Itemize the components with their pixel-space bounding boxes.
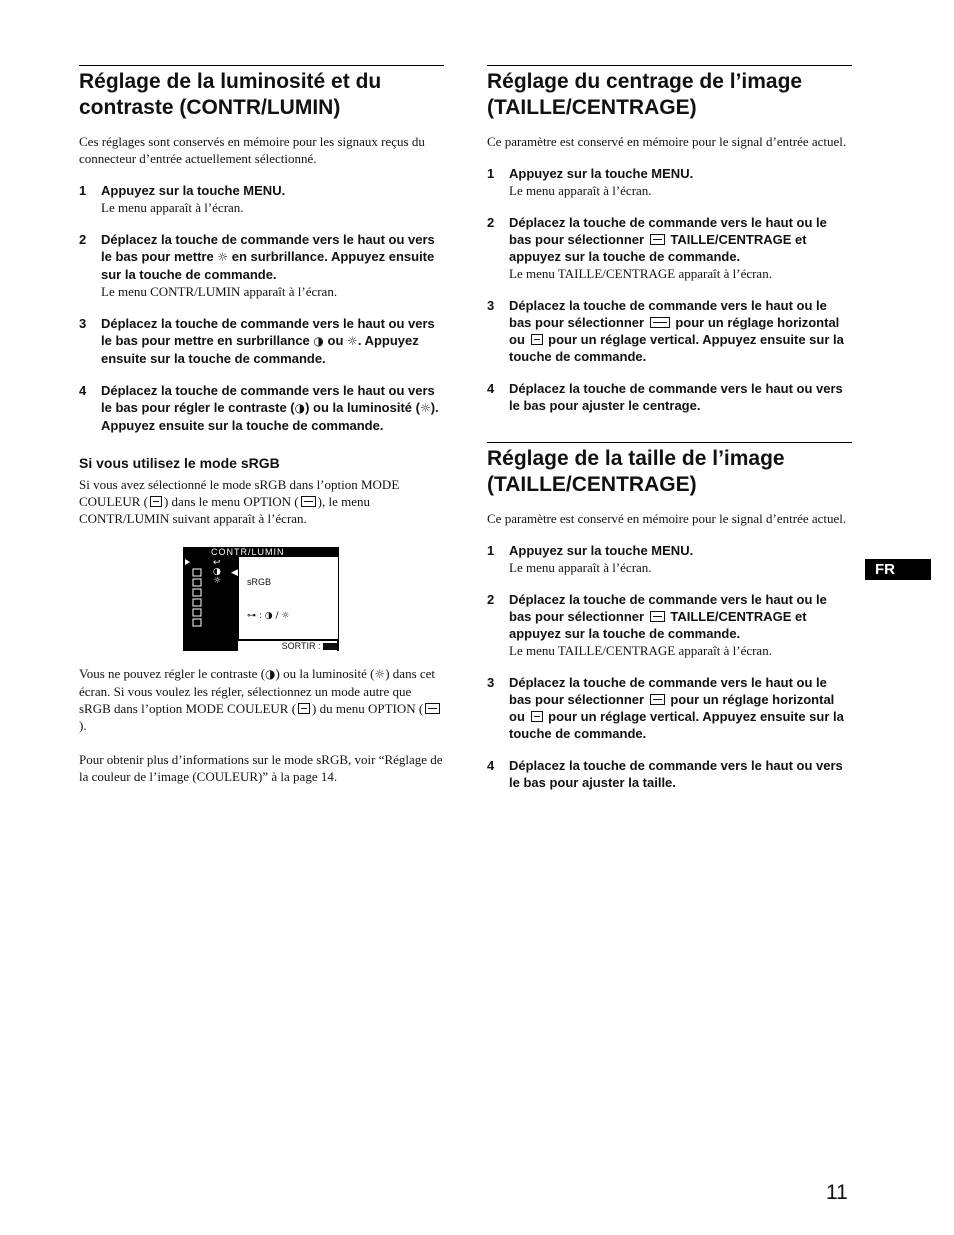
step-instruction: Appuyez sur la touche MENU. <box>509 166 694 181</box>
srgb-paragraph-2 <box>79 665 444 734</box>
step-number: 4 <box>79 383 87 398</box>
brightness-icon: ☼ <box>213 576 222 586</box>
step-number: 3 <box>79 316 87 331</box>
step-number: 1 <box>487 543 495 558</box>
text-run: ) ou la luminosité ( <box>275 666 375 681</box>
v-center-icon <box>531 334 543 345</box>
menu-title: CONTR/LUMIN <box>211 547 285 557</box>
text-run: ), le menu CONTR/LUMIN suivant apparaît à l’écran. <box>79 494 370 526</box>
page-number: 11 <box>826 1181 848 1204</box>
contr-lumin-osd-menu <box>183 547 339 651</box>
step-3 <box>487 297 852 365</box>
step-instruction-mid: pour un réglage horizontal ou <box>509 692 835 724</box>
step-result: Le menu CONTR/LUMIN apparaît à l’écran. <box>101 284 338 299</box>
srgb-mode-label: sRGB <box>247 577 272 587</box>
color-mode-icon <box>150 496 162 507</box>
section-rule <box>487 65 852 66</box>
step-instruction: Déplacez la touche de commande vers le haut ou le bas pour sélectionner <box>509 675 827 707</box>
step-instruction-cont: TAILLE/CENTRAGE et appuyez sur la touche de commande. <box>509 232 807 264</box>
step-4 <box>487 757 852 791</box>
exit-text: SORTIR : <box>281 641 321 651</box>
step-instruction: Déplacez la touche de commande vers le haut ou le bas pour sélectionner <box>509 215 827 247</box>
right-column <box>487 65 852 791</box>
v-size-icon <box>531 711 543 722</box>
step-number: 2 <box>487 592 495 607</box>
step-instruction: Appuyez sur la touche MENU. <box>101 183 286 198</box>
menu-icon-rail <box>183 557 205 649</box>
step-2 <box>487 214 852 282</box>
text-run: ) dans cet écran. Si vous voulez les régler, sélectionnez un mode autre que sRGB dans l’option MODE COULEUR ( <box>79 666 436 716</box>
srgb-paragraph-1 <box>79 476 444 527</box>
option-icon <box>425 703 440 714</box>
step-number: 3 <box>487 298 495 313</box>
step-instruction-mid: pour un réglage horizontal ou <box>509 315 840 347</box>
section-title-contr-lumin: Réglage de la luminosité et du contraste (CONTR/LUMIN) <box>79 70 382 119</box>
step-number: 1 <box>79 183 87 198</box>
return-icon: ↩ <box>213 558 221 568</box>
step-result: Le menu apparaît à l’écran. <box>509 183 652 198</box>
text-run: ) dans le menu OPTION ( <box>163 494 299 509</box>
step-4 <box>487 380 852 414</box>
step-number: 2 <box>487 215 495 230</box>
step-instruction: Déplacez la touche de commande vers le haut ou vers le bas pour mettre <box>101 232 435 264</box>
step-instruction-cont: TAILLE/CENTRAGE et appuyez sur la touche de commande. <box>509 609 807 641</box>
step-number: 2 <box>79 232 87 247</box>
intro-text: Ce paramètre est conservé en mémoire pour le signal d’entrée actuel. <box>487 134 847 149</box>
text-run: ). <box>79 718 87 733</box>
brightness-icon: ☼ <box>374 667 386 681</box>
step-result: Le menu TAILLE/CENTRAGE apparaît à l’écran. <box>509 643 772 658</box>
step-3 <box>487 674 852 742</box>
step-instruction: Déplacez la touche de commande vers le haut ou vers le bas pour ajuster la taille. <box>509 758 843 790</box>
step-instruction: Déplacez la touche de commande vers le haut ou vers le bas pour mettre en surbrillance <box>101 316 435 348</box>
step-result: Le menu apparaît à l’écran. <box>101 200 244 215</box>
step-instruction-mid: ) ou la luminosité ( <box>305 400 420 415</box>
menu-key-icon <box>323 643 337 650</box>
menu-content-panel <box>239 557 338 639</box>
step-1 <box>79 182 444 216</box>
size-center-icon <box>650 234 665 245</box>
step-instruction: Appuyez sur la touche MENU. <box>509 543 694 558</box>
section-taille <box>487 442 852 791</box>
text-run: Si vous avez sélectionné le mode sRGB dans l’option MODE COULEUR ( <box>79 477 400 509</box>
section-title-centrage: Réglage du centrage de l’image (TAILLE/CENTRAGE) <box>487 70 803 119</box>
step-instruction: Déplacez la touche de commande vers le haut ou vers le bas pour ajuster le centrage. <box>509 381 843 413</box>
step-2 <box>487 591 852 659</box>
left-column <box>79 65 444 785</box>
language-tab: FR <box>865 559 931 580</box>
step-instruction: Déplacez la touche de commande vers le haut ou vers le bas pour régler le contraste ( <box>101 383 435 415</box>
intro-text: Ce paramètre est conservé en mémoire pour le signal d’entrée actuel. <box>487 511 847 526</box>
color-mode-icon <box>298 703 310 714</box>
step-result: Le menu apparaît à l’écran. <box>509 560 652 575</box>
step-number: 3 <box>487 675 495 690</box>
contrast-icon: ◑ <box>294 401 306 415</box>
step-instruction-cont: en surbrillance. Appuyez ensuite sur la touche de commande. <box>101 249 435 282</box>
step-number: 4 <box>487 381 495 396</box>
step-instruction-cont: ). Appuyez ensuite sur la touche de commande. <box>101 400 439 433</box>
step-result: Le menu TAILLE/CENTRAGE apparaît à l’écran. <box>509 266 772 281</box>
size-center-icon <box>650 611 665 622</box>
h-center-icon <box>650 317 670 328</box>
step-1 <box>487 165 852 199</box>
intro-text: Ces réglages sont conservés en mémoire pour les signaux reçus du connecteur d’entrée actuellement sélectionné. <box>79 134 425 166</box>
step-4 <box>79 382 444 434</box>
contrast-icon: ◑ <box>313 334 324 348</box>
menu-selector-arrow: ◀ <box>231 567 238 577</box>
step-2 <box>79 231 444 300</box>
brightness-icon: ☼ <box>347 334 358 348</box>
step-instruction-mid: ou <box>327 333 344 348</box>
menu-item-list <box>213 559 221 586</box>
section-title-taille: Réglage de la taille de l’image (TAILLE/CENTRAGE) <box>487 447 785 496</box>
text-run: Vous ne pouvez régler le contraste ( <box>79 666 266 681</box>
section-rule <box>79 65 444 66</box>
text-run: ) du menu OPTION ( <box>312 701 424 716</box>
step-instruction: Déplacez la touche de commande vers le haut ou le bas pour sélectionner <box>509 592 827 624</box>
step-3 <box>79 315 444 367</box>
brightness-icon: ☼ <box>217 250 229 264</box>
contrast-icon: ◑ <box>213 567 221 577</box>
h-size-icon <box>650 694 665 705</box>
menu-exit-label <box>238 641 337 651</box>
srgb-paragraph-3: Pour obtenir plus d’informations sur le mode sRGB, voir “Réglage de la couleur de l’image (COULEUR)” à la page 14. <box>79 752 443 784</box>
locked-adjustments-indicator: ⊶ : ◑ / ☼ <box>247 611 290 621</box>
step-instruction-cont: pour un réglage vertical. Appuyez ensuite sur la touche de commande. <box>509 332 844 364</box>
step-number: 4 <box>487 758 495 773</box>
step-1 <box>487 542 852 576</box>
step-instruction-cont: pour un réglage vertical. Appuyez ensuite sur la touche de commande. <box>509 709 844 741</box>
section-rule <box>487 442 852 443</box>
step-instruction: Déplacez la touche de commande vers le haut ou le bas pour sélectionner <box>509 298 827 330</box>
brightness-icon: ☼ <box>419 401 431 415</box>
contrast-icon: ◑ <box>265 667 276 681</box>
step-instruction-cont: . Appuyez ensuite sur la touche de commande. <box>101 333 419 366</box>
step-number: 1 <box>487 166 495 181</box>
srgb-heading: Si vous utilisez le mode sRGB <box>79 455 280 471</box>
option-icon <box>301 496 316 507</box>
